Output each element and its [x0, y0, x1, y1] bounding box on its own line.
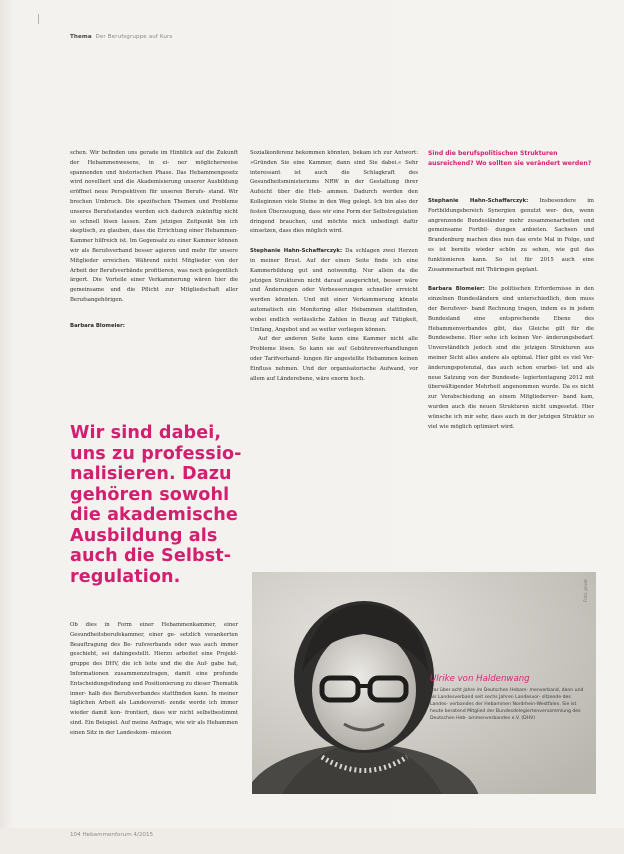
col3-paragraph-1: Stephanie Hahn-Schaffarczyk: Insbesondere im Fortbildungsbereich Synergien genutzt wer- den, wenn angrenzende Bundesländer mehr zusammenarbeiten und gemeinsame Fortbil- dungen anbieten. Sachsen und Brandenburg machen dies nun das erste Mal in Folge, und es ist bereits wieder schön zu sehen, wie gut das funktionieren kann. So ist für 2015 auch eine Zusammenarbeit mit Thüringen geplant.: [428, 198, 594, 273]
speaker-label: Barbara Blomeier:: [428, 286, 485, 293]
col1-paragraph: schen. Wir befinden uns gerade im Hinblick auf die Zukunft der Hebammenwesens, in ei- ner möglicherweise spannenden und historischen Phase. Das Hebammengesetz wird novelliert und die Akademisierung unserer Ausbildung eröffnet neue Perspektiven für unseren Berufs- stand. Wir brechen Umbruch. Die spezifischen Themen und Probleme unseres Berufsstandes werden sich dadurch zukünftig nicht so schnell lösen lassen. Zum jetzigen Zeitpunkt bin ich skeptisch, zu glauben, dass die Errichtung einer Hebammen-Kammer hilfreich ist. Im Gegensatz zu einer Kammer können wir als Berufsverband besser agieren und mehr für unsere Mitglieder erreichen. Während nicht Mitglieder von der Arbeit der Berufsverbände profitieren, was noch gelegentlich ärgert. Die Vorteile einer Verkammerung wären hier die gemeinsame und die Pflicht zur Mitgliedschaft aller Berufsangehörigen.: [70, 150, 238, 303]
header-title: Der Berufsgruppe auf Kurs: [95, 34, 173, 40]
page-footer: 104 Hebammenforum 4/2015: [70, 832, 154, 838]
speaker-label: Barbara Blomeier:: [70, 322, 125, 329]
crop-mark: [38, 14, 39, 24]
col3-paragraph-2: Barbara Blomeier: Die politischen Erfordernisse in den einzelnen Bundesländern sind unterschiedlich, dem muss der Berufsver- band Rechnung tragen, indem es in jedem Bundesland eine entsprechende Ebene des Hebammenverbandes gibt, das Gleiche gilt für die Bundesebene. Hier sehe ich keinen Ver- änderungsbedarf. Unverständlich jedoch sind die jetzigen Strukturen aus meiner Sicht alles andere als optimal. Hier gibt es viel Ver- änderungspotenzial, das auch schon erarbei- tet und als neue Satzung von der Bundesde- legiertentagung 2012 mit überwältigender Mehrheit angenommen wurde. Da es nicht zur Verabschiedung an einem Mitgliederver- band kam, wurden auch die neuen Strukturen nicht umgesetzt. Hier wünsche ich mir sehr, dass auch in der jetzigen Struktur so viel wie möglich optimiert wird.: [428, 286, 594, 430]
speaker-label: Stephanie Hahn-Schaffarczyk:: [250, 248, 343, 255]
photo-credit: Foto: privat: [583, 579, 588, 602]
running-header: [70, 34, 172, 40]
pull-quote: Wir sind dabei, uns zu professio- nalisieren. Dazu gehören sowohl die akademische Ausbildung als auch die Selbst- regulation.: [70, 423, 242, 587]
column-3: [428, 197, 594, 432]
column-2: [250, 149, 418, 384]
photo-caption: [430, 674, 590, 722]
section-label: Thema: [70, 34, 92, 40]
column-1: [70, 149, 238, 332]
col2-paragraph-2: Stephanie Hahn-Schaffarczyk: Da schlagen zwei Herzen in meiner Brust. Auf der einen Seite finde ich eine Kammerbildung gut und notwendig. Nur allein da die jetzigen Strukturen nicht darauf ausgerichtet, besser wäre und Änderungen oder Verbesserungen schneller erreicht werden könnten. Und mit einer Verkammerung könnte automatisch ein Monitoring aller Hebammen stattfinden, wobei endlich verlässliche Zahlen in Bezug auf Tätigkeit, Umfang, Angebot und so weiter vorliegen können.: [250, 248, 418, 333]
col2-paragraph-1: Sozialkonferenz bekommen könnten, bekam ich zur Antwort: »Gründen Sie eine Kammer, dann sind Sie dabei.« Sehr interessant ist auch die Schlagkraft des Gesundheitsministeriums NRW in der Gestaltung ihrer Aufsicht über die Heb- ammen. Dadurch werden den Kolleginnen viele Steine in den Weg gelegt. Ich bin also der festen Überzeugung, dass wir eine Form der Selbstregulation dringend brauchen, und möchte mich unbedingt dafür einsetzen, dass dies möglich wird.: [250, 150, 418, 235]
col2-paragraph-3: Auf der anderen Seite kann eine Kammer nicht alle Probleme lösen. So kann sie auf Gebührenverhandlungen oder Tarifverhand- lungen für angestellte Hebammen keinen Einfluss nehmen. Und der organisatorische Aufwand, vor allem auf Länderebene, wäre enorm hoch.: [250, 336, 418, 382]
caption-name: Ulrike von Haldenwang: [430, 674, 530, 684]
speaker-label: Stephanie Hahn-Schaffarczyk:: [428, 198, 529, 204]
column-1b-paragraph: Ob dies in Form einer Hebammenkammer, einer Gesundheitsberufekammer, einer ge- setzlich verankerten Beauftragung des Be- rufsverbands oder was auch immer geschieht, sei dahingestellt. Hierzu arbeitet eine Projekt- gruppe des DHV, die ich leite und die die Auf- gabe hat, Informationen zusammenzutragen, damit eine profunde Entscheidungsfindung und Positionierung zu dieser Thematik inner- halb des Berufsverbandes stattfinden kann. In meiner täglichen Arbeit als Landesvorsit- zende werde ich immer wieder damit kon- frontiert, dass wir nicht selbstbestimmt sind. Ein Beispiel. Auf meine Anfrage, wie wir als Hebammen einen Sitz in der Landeskom- mission: [70, 622, 238, 736]
interview-question: Sind die berufspolitischen Strukturen ausreichend? Wo sollten sie verändert werden?: [428, 150, 592, 167]
caption-text: war über acht Jahre im Deutschen Hebam- menverband, dann und als Landesverband seit sechs Jahren Landesvor- sitzende des Landes- verbandes der Hebammen Nordrhein-Westfalen. Sie ist heute beratend Mitglied der Bundesdelegiertenversammlung des Deutschen Heb- ammenverbandes e.V. (DHV): [430, 688, 584, 721]
